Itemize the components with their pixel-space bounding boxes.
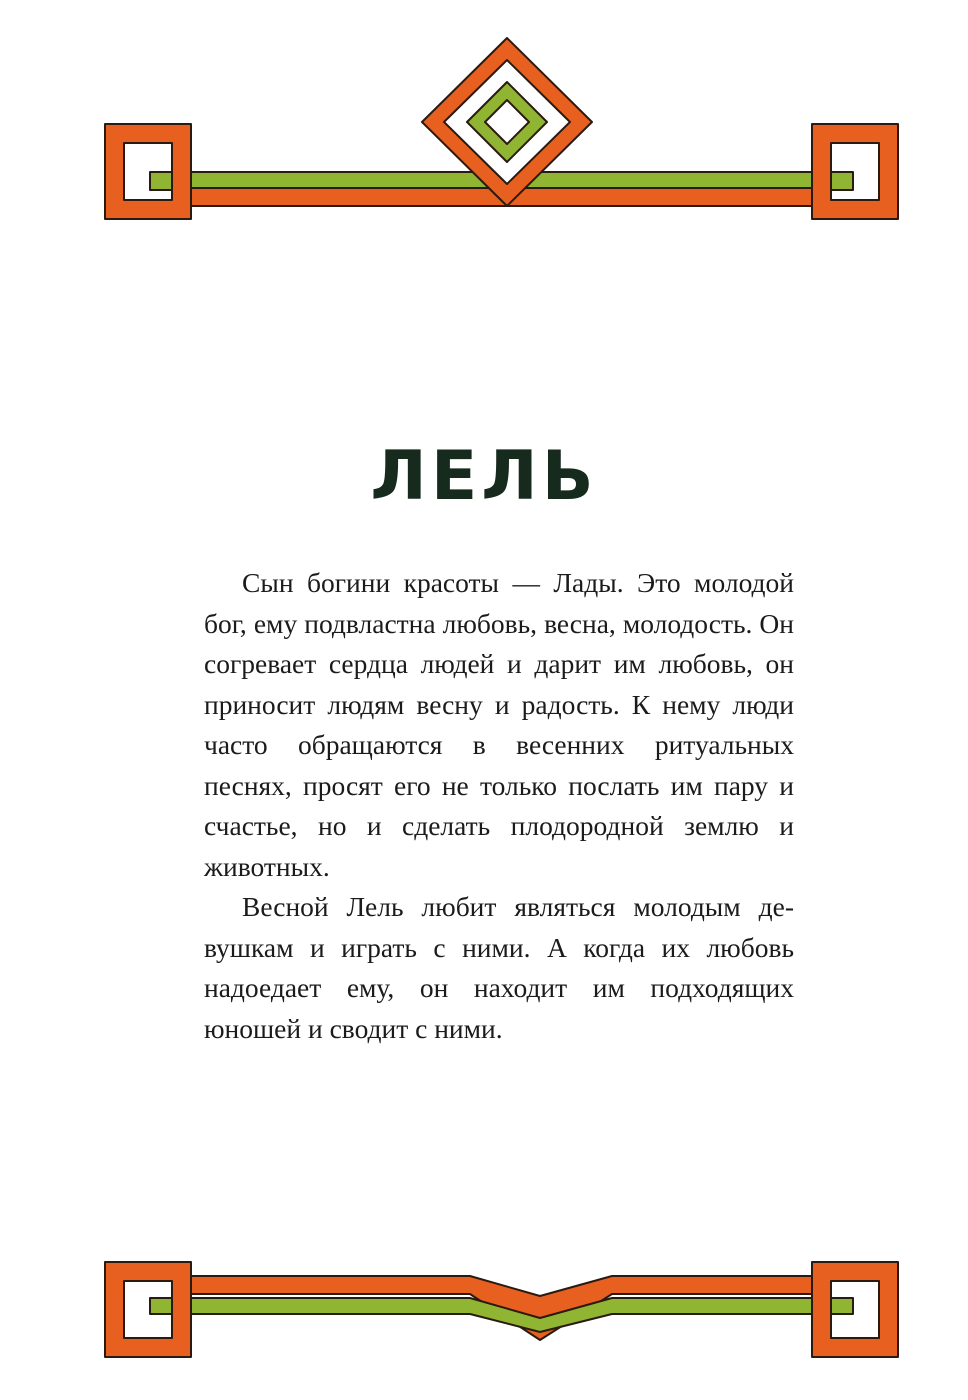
bottom-ornament-border-icon	[0, 1245, 968, 1385]
paragraph: Весной Лель любит являться молодым девушкам и играть с ними. А когда их любовь надоедает ему, он находит им подходящих юношей и сводит с ними.	[204, 891, 794, 1044]
paragraph: Сын богини красоты — Лады. Это молодой бог, ему подвластна любовь, весна, молодость. Он согревает сердца людей и дарит им любовь, он приносит людям весну и радость. К нему люди часто обращаются в весенних ритуальных песнях, просят его не только послать им пару и счастье, но и сделать плодородной землю и животных.	[204, 567, 794, 882]
article-body	[204, 563, 794, 1049]
top-ornament-border-icon	[0, 20, 968, 220]
page-title: ЛЕЛЬ	[370, 437, 598, 516]
